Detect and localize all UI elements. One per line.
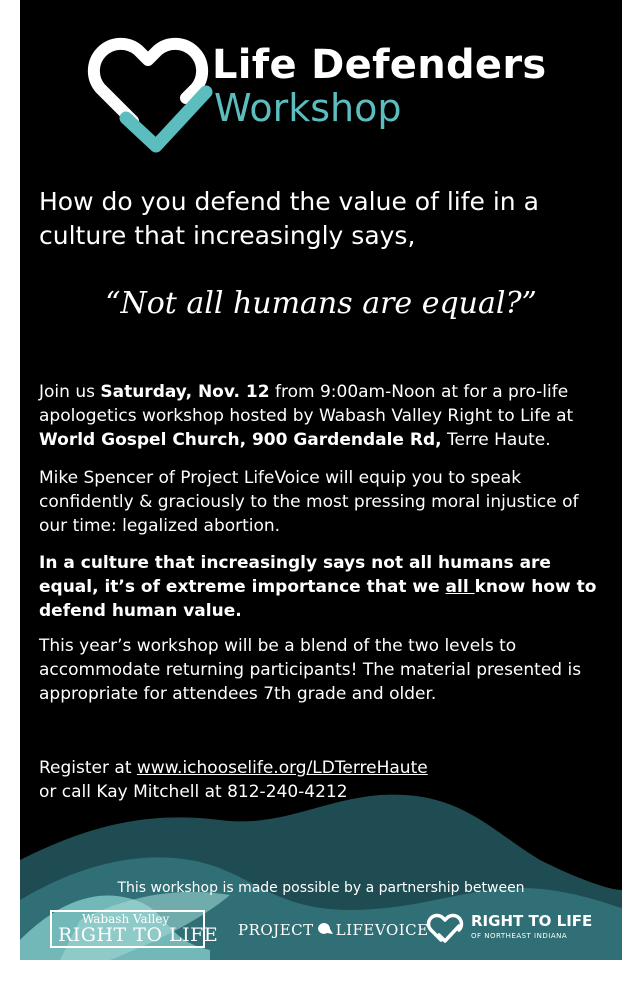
heart-check-icon xyxy=(425,908,465,948)
heart-logo-icon xyxy=(78,26,218,156)
question-text: How do you defend the value of life in a culture that increasingly says, xyxy=(39,187,539,250)
event-details-paragraph xyxy=(39,380,599,452)
logo-text: OF NORTHEAST INDIANA xyxy=(471,932,568,940)
text-segment: know how to defend human value. xyxy=(39,577,597,621)
logo-text: RIGHT TO LIFE xyxy=(58,924,219,946)
project-lifevoice-logo xyxy=(238,921,429,939)
flyer xyxy=(20,0,622,960)
register-prefix: Register at xyxy=(39,758,137,778)
logo-text: PROJECT xyxy=(238,921,314,939)
event-location: World Gospel Church, 900 Gardendale Rd, xyxy=(39,430,442,450)
title-line2: Workshop xyxy=(214,86,402,130)
partnership-text: This workshop is made possible by a partnership between xyxy=(117,880,525,896)
wabash-valley-rtl-logo xyxy=(50,910,219,948)
text-segment: Join us xyxy=(39,382,101,402)
rtl-northeast-indiana-logo xyxy=(425,906,595,950)
event-date: Saturday, Nov. 12 xyxy=(100,382,270,402)
text-segment: Terre Haute. xyxy=(441,430,551,450)
quote-text: “Not all humans are equal?” xyxy=(105,286,537,321)
speaker-paragraph: Mike Spencer of Project LifeVoice will equip you to speak confidently & graciously to the most pressing moral injustice of our time: legalized abortion. xyxy=(39,468,579,536)
call-text: or call Kay Mitchell at 812-240-4212 xyxy=(39,782,348,802)
title-line1: Life Defenders xyxy=(212,42,547,88)
register-link[interactable]: www.ichooselife.org/LDTerreHaute xyxy=(136,758,428,778)
logo-text: Wabash Valley xyxy=(82,912,170,926)
logo-text: RIGHT TO LIFE xyxy=(471,912,593,930)
lifevoice-mark-icon xyxy=(316,922,334,936)
emphasis-paragraph xyxy=(39,551,599,623)
underlined-word: all xyxy=(445,577,475,597)
logo-text: LIFEVOICE xyxy=(335,921,429,939)
text-segment: In a culture that increasingly says not all humans are equal, it’s of extreme importance that we xyxy=(39,553,551,597)
audience-paragraph: This year’s workshop will be a blend of the two levels to accommodate returning participants! The material presented is appropriate for attendees 7th grade and older. xyxy=(39,636,582,704)
text-segment: from 9:00am-Noon at for a pro-life apologetics workshop hosted by Wabash Valley Right to Life at xyxy=(39,382,574,426)
